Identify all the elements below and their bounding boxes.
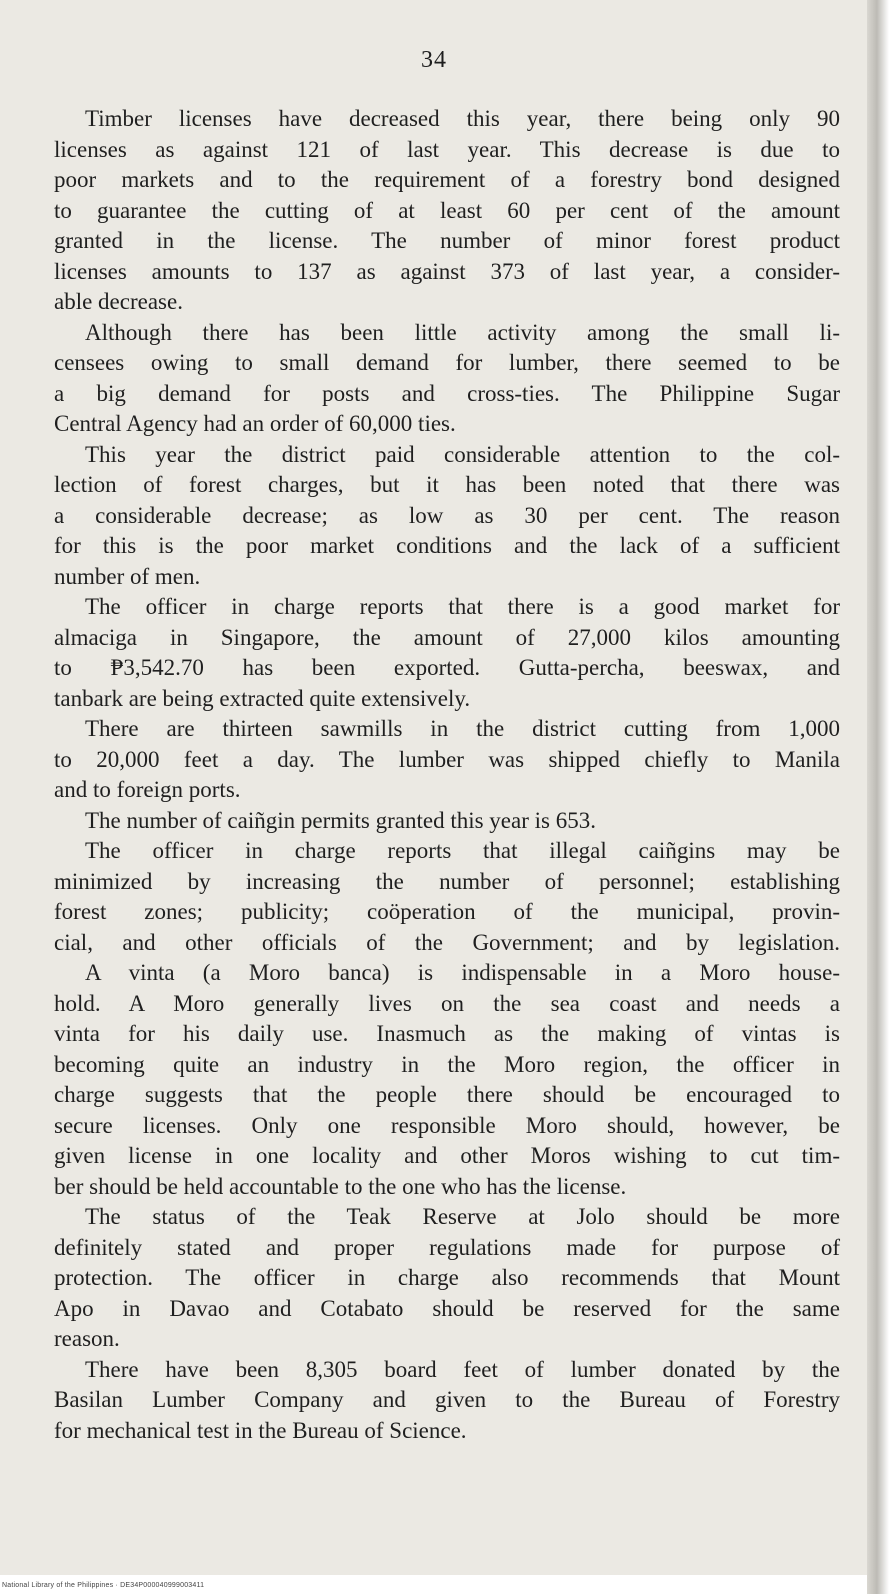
text-line: almaciga in Singapore, the amount of 27,000 kilos amounting [54,624,840,650]
text-line: charge suggests that the people there should be encouraged to [54,1082,840,1107]
text-line: Basilan Lumber Company and given to the Bureau of Forestry [54,1387,840,1412]
text-line: to 20,000 feet a day. The lumber was shipped chiefly to Manila [54,746,840,772]
text-line: poor markets and to the requirement of a forestry bond designed [54,167,840,192]
body-text [54,104,840,1446]
text-line: This year the district paid considerable attention to the col- [85,441,840,467]
text-line: a big demand for posts and cross-ties. The Philippine Sugar [54,380,840,406]
text-line: The officer in charge reports that there is a good market for [85,594,840,619]
text-line: definitely stated and proper regulations made for purpose of [54,1234,840,1260]
text-line: hold. A Moro generally lives on the sea coast and needs a [54,990,840,1016]
text-line: There are thirteen sawmills in the district cutting from 1,000 [85,716,840,741]
text-line: censees owing to small demand for lumber, there seemed to be [54,350,840,375]
text-line: number of men. [54,563,201,589]
text-line: for this is the poor market conditions and the lack of a sufficient [54,533,840,558]
text-line: tanbark are being extracted quite extensively. [54,685,471,711]
footer-caption: National Library of the Philippines · DE34P000040999003411 [2,1582,205,1589]
text-line: minimized by increasing the number of personnel; establishing [54,868,840,894]
text-line: ber should be held accountable to the one who has the license. [54,1173,627,1199]
text-line: cial, and other officials of the Government; and by legislation. [54,929,840,955]
text-line: forest zones; publicity; coöperation of the municipal, provin- [54,899,840,924]
text-line: becoming quite an industry in the Moro region, the officer in [54,1051,840,1077]
text-line: Although there has been little activity among the small li- [85,319,840,345]
text-line: The status of the Teak Reserve at Jolo should be more [85,1204,840,1229]
text-line: protection. The officer in charge also recommends that Mount [54,1265,840,1290]
text-line: for mechanical test in the Bureau of Science. [54,1417,467,1443]
page-number: 34 [421,47,447,73]
text-line: Central Agency had an order of 60,000 ties. [54,411,456,436]
text-line: able decrease. [54,289,183,314]
text-line: to guarantee the cutting of at least 60 per cent of the amount [54,197,840,223]
text-line: licenses as against 121 of last year. This decrease is due to [54,136,840,162]
text-line: licenses amounts to 137 as against 373 of last year, a consider- [54,258,840,284]
text-line: granted in the license. The number of minor forest product [54,228,840,253]
page-edge-shadow [867,0,889,1594]
text-line: A vinta (a Moro banca) is indispensable in a Moro house- [85,960,840,985]
text-line: Timber licenses have decreased this year, there being only 90 [85,106,840,131]
text-line: secure licenses. Only one responsible Moro should, however, be [54,1112,840,1138]
text-line: a considerable decrease; as low as 30 per cent. The reason [54,502,840,528]
text-line: given license in one locality and other Moros wishing to cut tim- [54,1143,840,1168]
text-line: and to foreign ports. [54,777,241,802]
text-line: to ₱3,542.70 has been exported. Gutta-percha, beeswax, and [54,655,840,680]
text-line: The number of caiñgin permits granted this year is 653. [85,807,596,833]
text-line: lection of forest charges, but it has been noted that there was [54,472,840,497]
text-line: There have been 8,305 board feet of lumber donated by the [85,1356,840,1382]
text-line: reason. [54,1326,120,1351]
text-line: Apo in Davao and Cotabato should be reserved for the same [54,1295,840,1321]
text-line: The officer in charge reports that illegal caiñgins may be [85,838,840,863]
text-line: vinta for his daily use. Inasmuch as the making of vintas is [54,1021,840,1046]
